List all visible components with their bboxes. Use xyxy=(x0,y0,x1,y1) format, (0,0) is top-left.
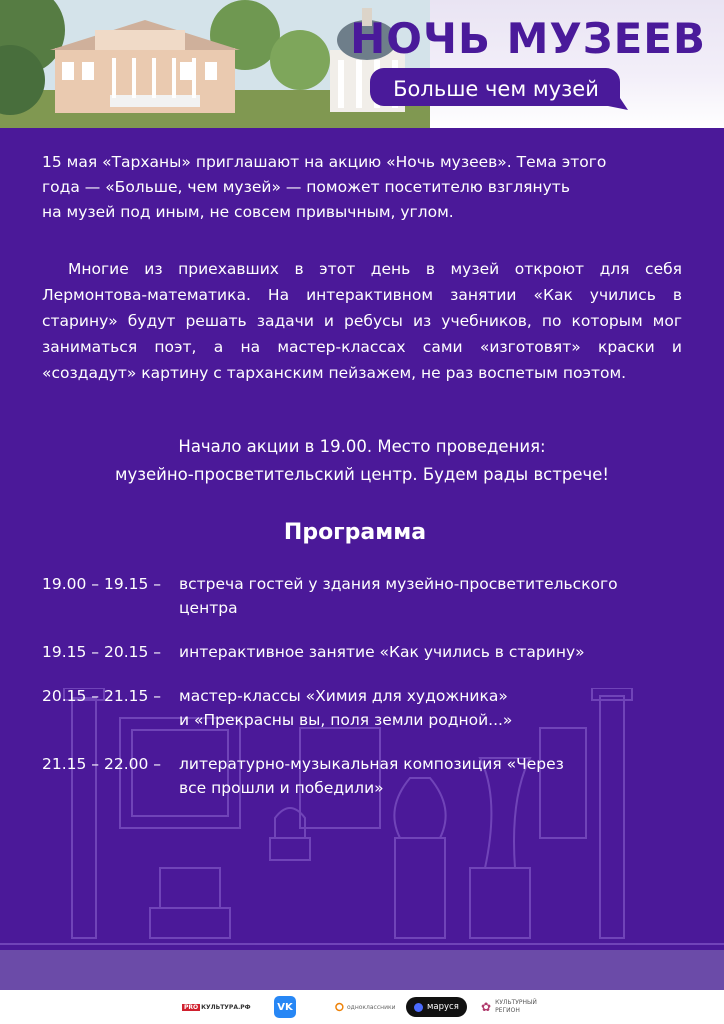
footer-band xyxy=(0,950,724,990)
program-time: 19.15 – 20.15 – xyxy=(42,643,162,661)
tagline: Больше чем музей xyxy=(393,77,599,101)
intro-line: на музей под иным, не совсем привычным, углом. xyxy=(42,203,454,221)
program-item xyxy=(42,752,702,800)
vk-icon: VK xyxy=(274,996,296,1018)
program-title: Программа xyxy=(283,520,427,545)
program-desc: и «Прекрасны вы, поля земли родной...» xyxy=(179,711,513,729)
program-time: 21.15 – 22.00 – xyxy=(42,755,162,773)
program-desc: центра xyxy=(179,599,238,617)
ok-icon: ⭘ xyxy=(335,1001,344,1014)
region-icon: ✿ xyxy=(481,1000,492,1014)
event-title: НОЧЬ МУЗЕЕВ xyxy=(350,14,706,63)
region-line: КУЛЬТУРНЫЙ xyxy=(495,999,537,1006)
kultura-name: КУЛЬТУРА.РФ xyxy=(201,1003,251,1011)
marusya-icon xyxy=(414,1003,423,1012)
marusya-logo xyxy=(406,990,467,1024)
program-desc: встреча гостей у здания музейно-просветительского xyxy=(179,575,618,593)
program-item xyxy=(42,572,702,620)
program-desc: литературно-музыкальная композиция «Через xyxy=(179,755,564,773)
start-info-line: музейно-просветительский центр. Будем рады встрече! xyxy=(115,465,609,484)
ok-logo xyxy=(335,990,396,1024)
program-desc: все прошли и победили» xyxy=(179,779,384,797)
program-desc: интерактивное занятие «Как учились в старину» xyxy=(179,643,585,661)
intro-line: года — «Больше, чем музей» — поможет посетителю взглянуть xyxy=(42,178,570,196)
ok-name: одноклассники xyxy=(347,1003,396,1011)
partner-logos xyxy=(0,990,724,1024)
vk-logo xyxy=(274,990,296,1024)
start-info xyxy=(42,433,682,489)
marusya-name: маруся xyxy=(427,1002,459,1012)
intro-line: 15 мая «Тарханы» приглашают на акцию «Ночь музеев». Тема этого xyxy=(42,153,607,171)
region-line: РЕГИОН xyxy=(495,1007,520,1014)
program-time: 20.15 – 21.15 – xyxy=(42,687,162,705)
program-desc: мастер-классы «Химия для художника» xyxy=(179,687,508,705)
program-time: 19.00 – 19.15 – xyxy=(42,575,162,593)
description-paragraph: Многие из приехавших в этот день в музей откроют для себя Лермонтова-математика. На интерактивном занятии «Как учились в старину» будут решать задачи и ребусы из учебников, по которым мог заниматься поэт, а на мастер-классах сами «изготовят» краски и «создадут» картину с тарханским пейзажем, не раз воспетым поэтом. xyxy=(42,260,682,382)
content-panel xyxy=(0,128,724,950)
program-item xyxy=(42,684,702,732)
intro-paragraph xyxy=(42,150,682,225)
header-banner xyxy=(0,0,724,128)
kultura-prefix: PRO xyxy=(184,1003,199,1011)
region-logo xyxy=(481,990,537,1024)
program-item xyxy=(42,640,702,664)
start-info-line: Начало акции в 19.00. Место проведения: xyxy=(178,437,546,456)
kultura-logo xyxy=(182,990,251,1024)
